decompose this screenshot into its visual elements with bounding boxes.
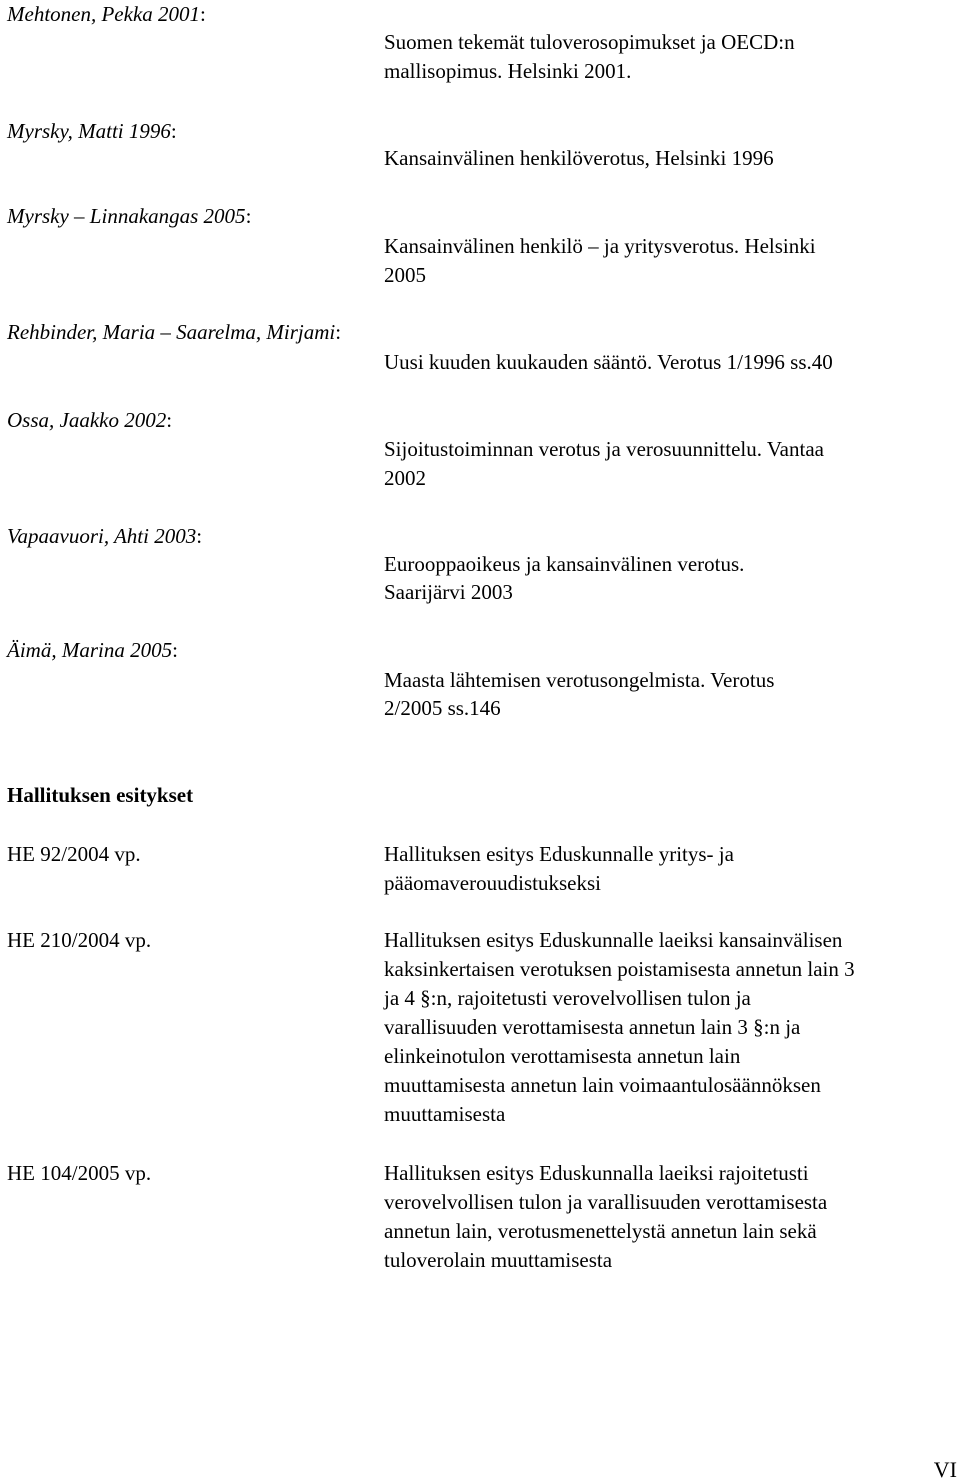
- proposal-title: Hallituksen esitys Eduskunnalle yritys- ja: [384, 842, 734, 866]
- proposal-title: ja 4 §:n, rajoitetusti verovelvollisen tulon ja: [384, 986, 751, 1010]
- reference-title: Sijoitustoiminnan verotus ja verosuunnittelu. Vantaa: [384, 437, 824, 461]
- reference-title: 2002: [384, 466, 426, 490]
- proposal-id: HE 210/2004 vp.: [7, 928, 152, 952]
- proposal-title: Hallituksen esitys Eduskunnalle laeiksi kansainvälisen: [384, 928, 843, 952]
- reference-title: Suomen tekemät tuloverosopimukset ja OECD:n: [384, 30, 795, 54]
- reference-title: Uusi kuuden kuukauden sääntö. Verotus 1/1996 ss.40: [384, 350, 833, 374]
- reference-author: Rehbinder, Maria – Saarelma, Mirjami:: [7, 320, 342, 344]
- section-heading: Hallituksen esitykset: [7, 783, 194, 807]
- proposal-title: verovelvollisen tulon ja varallisuuden verottamisesta: [384, 1190, 828, 1214]
- reference-title: Eurooppaoikeus ja kansainvälinen verotus.: [384, 552, 745, 576]
- proposal-title: elinkeinotulon verottamisesta annetun lain: [384, 1044, 741, 1068]
- reference-author: Myrsky – Linnakangas 2005:: [7, 204, 252, 228]
- proposal-id: HE 104/2005 vp.: [7, 1161, 152, 1185]
- proposal-title: muuttamisesta: [384, 1102, 506, 1126]
- reference-title: Kansainvälinen henkilöverotus, Helsinki 1996: [384, 146, 774, 170]
- reference-title: 2/2005 ss.146: [384, 696, 501, 720]
- proposal-title: pääomaverouudistukseksi: [384, 871, 601, 895]
- proposal-title: Hallituksen esitys Eduskunnalla laeiksi rajoitetusti: [384, 1161, 809, 1185]
- reference-author: Vapaavuori, Ahti 2003:: [7, 524, 203, 548]
- proposal-id: HE 92/2004 vp.: [7, 842, 141, 866]
- proposal-title: varallisuuden verottamisesta annetun lain 3 §:n ja: [384, 1015, 801, 1039]
- proposal-title: muuttamisesta annetun lain voimaantulosäännöksen: [384, 1073, 821, 1097]
- reference-title: mallisopimus. Helsinki 2001.: [384, 59, 632, 83]
- reference-author: Mehtonen, Pekka 2001:: [7, 2, 206, 26]
- reference-title: Kansainvälinen henkilö – ja yritysverotus. Helsinki: [384, 234, 816, 258]
- proposal-title: tuloverolain muuttamisesta: [384, 1248, 613, 1272]
- reference-title: Saarijärvi 2003: [384, 580, 513, 604]
- proposal-title: kaksinkertaisen verotuksen poistamisesta annetun lain 3: [384, 957, 855, 981]
- reference-title: Maasta lähtemisen verotusongelmista. Verotus: [384, 668, 775, 692]
- reference-author: Ossa, Jaakko 2002:: [7, 408, 173, 432]
- reference-author: Myrsky, Matti 1996:: [7, 119, 177, 143]
- reference-author: Äimä, Marina 2005:: [7, 638, 178, 662]
- reference-title: 2005: [384, 263, 426, 287]
- page-number: VI: [933, 1457, 957, 1482]
- proposal-title: annetun lain, verotusmenettelystä annetun lain sekä: [384, 1219, 817, 1243]
